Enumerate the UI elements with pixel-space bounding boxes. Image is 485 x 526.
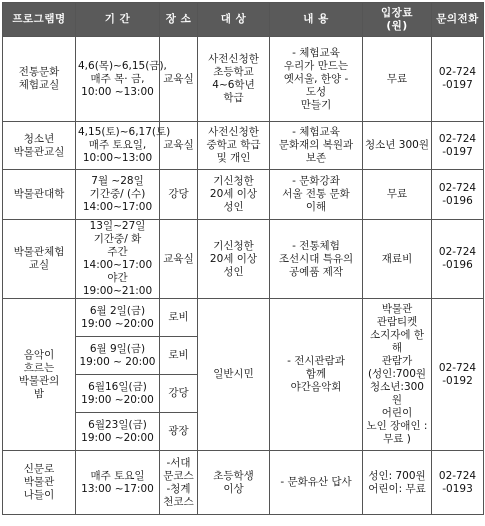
table-row (3, 170, 484, 220)
cell-session-period: 6월 9일(금) 19:00 ~ 20:00 (76, 337, 160, 375)
cell-session-period: 6월16일(금) 19:00 ~20:00 (76, 375, 160, 413)
cell-session-place: 로비 (160, 299, 198, 337)
header-place: 장 소 (160, 3, 198, 37)
cell-program: 신문로 박물관 나들이 (3, 451, 76, 515)
cell-fee: 재료비 (363, 220, 432, 299)
cell-content: - 전통체험 조선시대 특유의 공예품 제작 (270, 220, 363, 299)
cell-target: 사전신청한 초등학교 4~6학년 학급 (198, 37, 270, 122)
cell-place: 교육실 (160, 122, 198, 170)
cell-fee: 무료 (363, 37, 432, 122)
header-program: 프로그램명 (3, 3, 76, 37)
program-schedule-table (2, 2, 484, 515)
cell-session-place: 강당 (160, 375, 198, 413)
header-period: 기 간 (76, 3, 160, 37)
cell-place: 강당 (160, 170, 198, 220)
header-target: 대 상 (198, 3, 270, 37)
cell-contact: 02-724 -0196 (432, 220, 484, 299)
cell-contact: 02-724 -0193 (432, 451, 484, 515)
cell-program: 박물관대학 (3, 170, 76, 220)
cell-session-place: 로비 (160, 337, 198, 375)
cell-content: - 전시관람과 함께 야간음악회 (270, 299, 363, 451)
cell-period: 4,15(토)~6,17(토) 매주 토요일, 10:00~13:00 (76, 122, 160, 170)
cell-fee: 성인: 700원 어린이: 무료 (363, 451, 432, 515)
cell-contact: 02-724 -0197 (432, 122, 484, 170)
cell-program: 청소년 박물관교실 (3, 122, 76, 170)
header-fee: 입장료 (원) (363, 3, 432, 37)
cell-contact: 02-724 -0192 (432, 299, 484, 451)
cell-program: 음악이 흐르는 박물관의 밤 (3, 299, 76, 451)
cell-content: - 체험교육 문화재의 복원과 보존 (270, 122, 363, 170)
cell-session-period: 6월23일(금) 19:00 ~20:00 (76, 413, 160, 451)
cell-period: 매주 토요일 13:00 ~17:00 (76, 451, 160, 515)
cell-target: 기신청한 20세 이상 성인 (198, 170, 270, 220)
cell-content: - 문화강좌 서울 전통 문화 이해 (270, 170, 363, 220)
cell-content: - 문화유산 답사 (270, 451, 363, 515)
program-table-container (2, 2, 484, 515)
cell-place: -서대 문코스 -청계 천코스 (160, 451, 198, 515)
table-row (3, 451, 484, 515)
cell-target: 기신청한 20세 이상 성인 (198, 220, 270, 299)
cell-place: 교육실 (160, 37, 198, 122)
cell-place: 교육실 (160, 220, 198, 299)
cell-fee: 박물관 관람티켓 소지자에 한해 관람가 (성인:700원 청소년:300원 어린이 노인 장애인 : 무료 ) (363, 299, 432, 451)
table-row (3, 220, 484, 299)
header-contact: 문의전화 (432, 3, 484, 37)
cell-target: 초등학생 이상 (198, 451, 270, 515)
cell-period: 7월 ~28일 기간중/ (수) 14:00~17:00 (76, 170, 160, 220)
cell-program: 박물관체험 교실 (3, 220, 76, 299)
cell-period: 4,6(목)~6,15(금), 매주 목· 금, 10:00 ~13:00 (76, 37, 160, 122)
table-row (3, 37, 484, 122)
cell-session-period: 6월 2일(금) 19:00 ~20:00 (76, 299, 160, 337)
header-row (3, 3, 484, 37)
cell-contact: 02-724 -0196 (432, 170, 484, 220)
cell-target: 사전신청한 중학교 학급 및 개인 (198, 122, 270, 170)
cell-target: 일반시민 (198, 299, 270, 451)
cell-program: 전통문화 체험교실 (3, 37, 76, 122)
music-session-row (3, 299, 484, 337)
cell-session-place: 광장 (160, 413, 198, 451)
cell-fee: 청소년 300원 (363, 122, 432, 170)
cell-contact: 02-724 -0197 (432, 37, 484, 122)
table-row (3, 122, 484, 170)
cell-fee: 무료 (363, 170, 432, 220)
cell-period: 13일~27일 기간중/ 화 주간 14:00~17:00 야간 19:00~21:00 (76, 220, 160, 299)
cell-content: - 체험교육 우리가 만드는 옛서울, 한양 - 도성 만들기 (270, 37, 363, 122)
header-content: 내 용 (270, 3, 363, 37)
